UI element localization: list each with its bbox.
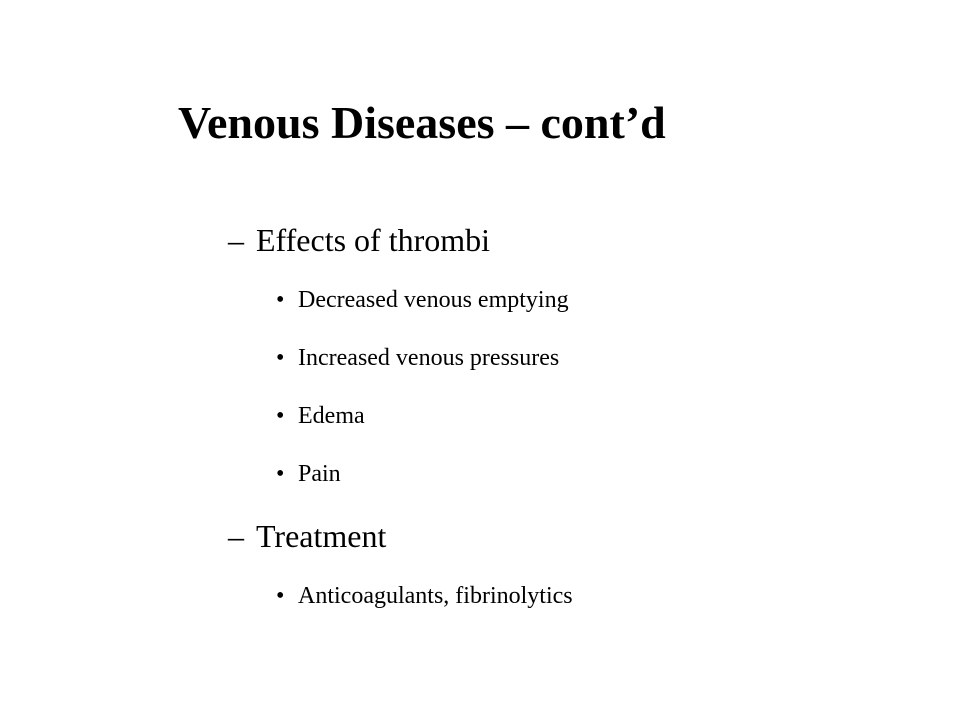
bullet-text: Increased venous pressures bbox=[298, 345, 560, 371]
bullet-item bbox=[276, 404, 365, 428]
dash-marker: – bbox=[228, 518, 244, 554]
slide-title: Venous Diseases – cont’d bbox=[178, 97, 666, 148]
section-heading-text: Effects of thrombi bbox=[256, 222, 491, 258]
bullet-text: Anticoagulants, fibrinolytics bbox=[298, 583, 573, 609]
section-heading-text: Treatment bbox=[256, 518, 387, 554]
section-heading-treatment bbox=[228, 520, 386, 552]
bullet-marker: • bbox=[276, 403, 285, 429]
bullet-item bbox=[276, 288, 569, 312]
bullet-marker: • bbox=[276, 461, 285, 487]
bullet-text: Edema bbox=[298, 403, 365, 429]
section-heading-effects bbox=[228, 224, 490, 256]
bullet-text: Decreased venous emptying bbox=[298, 287, 569, 313]
bullet-marker: • bbox=[276, 345, 285, 371]
bullet-marker: • bbox=[276, 583, 285, 609]
dash-marker: – bbox=[228, 222, 244, 258]
bullet-item bbox=[276, 462, 341, 486]
bullet-item bbox=[276, 584, 573, 608]
bullet-marker: • bbox=[276, 287, 285, 313]
bullet-item bbox=[276, 346, 559, 370]
bullet-text: Pain bbox=[298, 461, 341, 487]
